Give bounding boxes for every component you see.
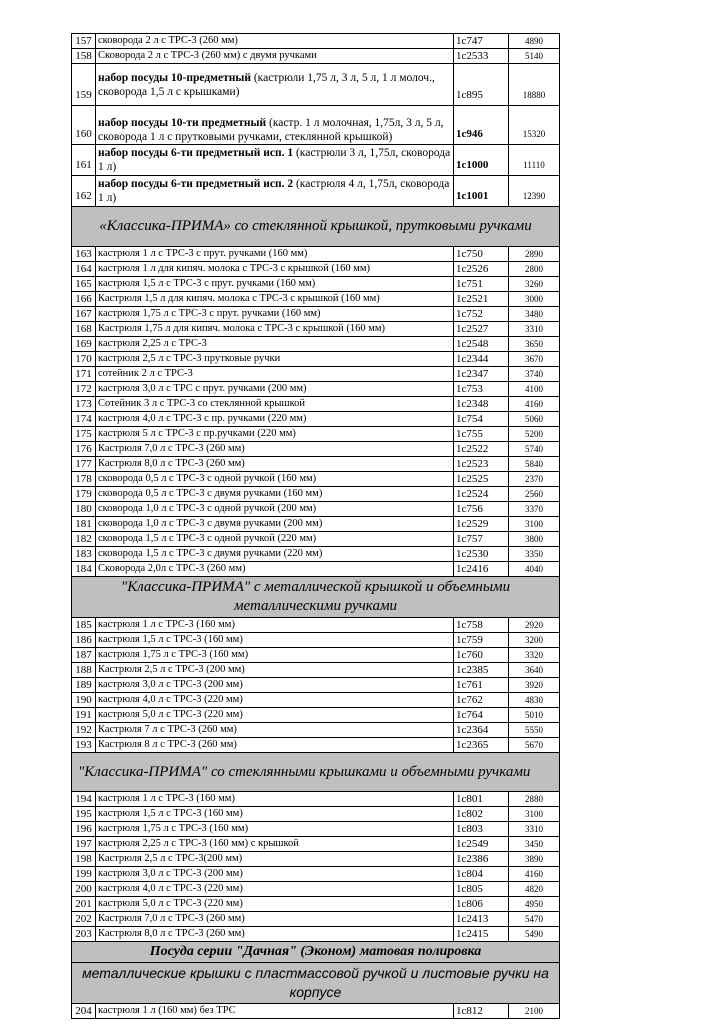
table-row — [72, 382, 560, 397]
table-row — [72, 927, 560, 942]
table-row — [72, 472, 560, 487]
section-title: Посуда серии "Дачная" (Эконом) матовая полировка — [72, 942, 560, 963]
table-row — [72, 457, 560, 472]
product-price: 3320 — [509, 648, 560, 663]
product-code: 1с2548 — [454, 337, 509, 352]
product-name: сковорода 1,5 л с ТРС-3 с двумя ручками (220 мм) — [96, 547, 454, 562]
product-code: 1с747 — [454, 34, 509, 49]
table-row — [72, 487, 560, 502]
product-price: 4830 — [509, 693, 560, 708]
product-name: Кастрюля 7 л с ТРС-3 (260 мм) — [96, 723, 454, 738]
product-code: 1с2530 — [454, 547, 509, 562]
product-name: сковорода 0,5 л с ТРС-3 с двумя ручками (160 мм) — [96, 487, 454, 502]
product-price: 5740 — [509, 442, 560, 457]
product-price: 2100 — [509, 1004, 560, 1019]
product-code: 1с756 — [454, 502, 509, 517]
row-number: 185 — [72, 618, 96, 633]
table-row — [72, 562, 560, 577]
row-number: 204 — [72, 1004, 96, 1019]
table-row — [72, 532, 560, 547]
product-price: 4950 — [509, 897, 560, 912]
product-name: сковорода 1,0 л с ТРС-3 с двумя ручками (200 мм) — [96, 517, 454, 532]
table-row — [72, 1004, 560, 1019]
product-code: 1с761 — [454, 678, 509, 693]
row-number: 196 — [72, 822, 96, 837]
product-name: кастрюля 1,5 л с ТРС-3 с прут. ручками (160 мм) — [96, 277, 454, 292]
row-number: 189 — [72, 678, 96, 693]
product-name: Кастрюля 7,0 л с ТРС-3 (260 мм) — [96, 442, 454, 457]
product-name: кастрюля 1 л с ТРС-3 (160 мм) — [96, 792, 454, 807]
product-code: 1с2348 — [454, 397, 509, 412]
product-code: 1с2344 — [454, 352, 509, 367]
product-code: 1с805 — [454, 882, 509, 897]
row-number: 171 — [72, 367, 96, 382]
row-number: 170 — [72, 352, 96, 367]
product-name: Кастрюля 1,75 л для кипяч. молока с ТРС-3 с крышкой (160 мм) — [96, 322, 454, 337]
table-row — [72, 352, 560, 367]
product-name: кастрюля 1,75 л с ТРС-3 с прут. ручками (160 мм) — [96, 307, 454, 322]
row-number: 174 — [72, 412, 96, 427]
product-price: 3000 — [509, 292, 560, 307]
product-name: кастрюля 5,0 л с ТРС-3 (220 мм) — [96, 708, 454, 723]
row-number: 194 — [72, 792, 96, 807]
row-number: 161 — [72, 145, 96, 176]
product-price: 18880 — [509, 64, 560, 106]
product-code: 1с2386 — [454, 852, 509, 867]
product-code: 1с754 — [454, 412, 509, 427]
table-row — [72, 852, 560, 867]
product-code: 1с752 — [454, 307, 509, 322]
set-description: (кастрюли 1,75 л, 3 л, 5 л, 1 л молоч., сковорода 1,5 л с крышками) — [98, 71, 435, 98]
product-name: кастрюля 4,0 л с ТРС-3 (220 мм) — [96, 882, 454, 897]
product-code: 1с2413 — [454, 912, 509, 927]
row-number: 180 — [72, 502, 96, 517]
table-row — [72, 106, 560, 145]
set-title: набор посуды 10-ти предметный — [98, 116, 267, 129]
table-row — [72, 322, 560, 337]
table-row — [72, 427, 560, 442]
product-code: 1с753 — [454, 382, 509, 397]
product-name: Кастрюля 2,5 л с ТРС-3(200 мм) — [96, 852, 454, 867]
table-row — [72, 792, 560, 807]
product-name: кастрюля 2,25 л с ТРС-3 — [96, 337, 454, 352]
row-number: 159 — [72, 64, 96, 106]
product-price: 5140 — [509, 49, 560, 64]
row-number: 201 — [72, 897, 96, 912]
table-row — [72, 412, 560, 427]
product-code: 1с2365 — [454, 738, 509, 753]
table-row — [72, 307, 560, 322]
table-row — [72, 693, 560, 708]
row-number: 160 — [72, 106, 96, 145]
product-code: 1с2549 — [454, 837, 509, 852]
product-price: 3100 — [509, 807, 560, 822]
product-name: сковорода 1,5 л с ТРС-3 с одной ручкой (220 мм) — [96, 532, 454, 547]
product-code: 1с760 — [454, 648, 509, 663]
product-price: 3890 — [509, 852, 560, 867]
product-code: 1с2525 — [454, 472, 509, 487]
product-price: 4160 — [509, 397, 560, 412]
row-number: 198 — [72, 852, 96, 867]
table-row — [72, 337, 560, 352]
product-price: 5840 — [509, 457, 560, 472]
product-price: 5470 — [509, 912, 560, 927]
product-name: кастрюля 1,75 л с ТРС-3 (160 мм) — [96, 822, 454, 837]
table-row — [72, 738, 560, 753]
product-price: 2880 — [509, 792, 560, 807]
set-description: (кастр. 1 л молочная, 1,75л, 3 л, 5 л, сковорода 1 л с прутковыми ручками, стеклянной крышкой) — [98, 116, 444, 143]
product-code: 1с2416 — [454, 562, 509, 577]
table-row — [72, 547, 560, 562]
product-code: 1с2521 — [454, 292, 509, 307]
product-name: Кастрюля 1,5 л для кипяч. молока с ТРС-3 с крышкой (160 мм) — [96, 292, 454, 307]
table-row — [72, 277, 560, 292]
product-price: 3640 — [509, 663, 560, 678]
product-name — [96, 106, 454, 145]
row-number: 164 — [72, 262, 96, 277]
row-number: 179 — [72, 487, 96, 502]
row-number: 192 — [72, 723, 96, 738]
table-row — [72, 912, 560, 927]
row-number: 184 — [72, 562, 96, 577]
table-row — [72, 517, 560, 532]
product-price: 4890 — [509, 34, 560, 49]
product-name: кастрюля 3,0 л с ТРС-3 (200 мм) — [96, 678, 454, 693]
product-name: кастрюля 5,0 л с ТРС-3 (220 мм) — [96, 897, 454, 912]
product-code: 1с757 — [454, 532, 509, 547]
table-row — [72, 618, 560, 633]
product-code: 1с2524 — [454, 487, 509, 502]
row-number: 173 — [72, 397, 96, 412]
section-header — [72, 963, 560, 1004]
product-code: 1с758 — [454, 618, 509, 633]
product-name: кастрюля 2,5 л с ТРС-3 прутковые ручки — [96, 352, 454, 367]
section-header — [72, 753, 560, 792]
row-number: 193 — [72, 738, 96, 753]
row-number: 191 — [72, 708, 96, 723]
table-row — [72, 723, 560, 738]
table-row — [72, 397, 560, 412]
price-list-sheet — [71, 33, 559, 1019]
product-code: 1с803 — [454, 822, 509, 837]
row-number: 162 — [72, 176, 96, 207]
product-name: кастрюля 1 л для кипяч. молока с ТРС-3 с крышкой (160 мм) — [96, 262, 454, 277]
product-name — [96, 176, 454, 207]
product-name: кастрюля 1 л (160 мм) без ТРС — [96, 1004, 454, 1019]
product-price: 3800 — [509, 532, 560, 547]
row-number: 168 — [72, 322, 96, 337]
product-code: 1с2526 — [454, 262, 509, 277]
product-name: кастрюля 5 л с ТРС-3 с пр.ручками (220 мм) — [96, 427, 454, 442]
product-price: 3480 — [509, 307, 560, 322]
product-code: 1с2364 — [454, 723, 509, 738]
product-price: 5060 — [509, 412, 560, 427]
table-row — [72, 49, 560, 64]
table-row — [72, 145, 560, 176]
row-number: 181 — [72, 517, 96, 532]
section-title: металлические крышки с пластмассовой ручкой и листовые ручки на корпусе — [72, 963, 560, 1004]
product-code: 1с806 — [454, 897, 509, 912]
product-code: 1с812 — [454, 1004, 509, 1019]
product-price: 2800 — [509, 262, 560, 277]
table-row — [72, 678, 560, 693]
table-row — [72, 292, 560, 307]
product-name: Кастрюля 8,0 л с ТРС-3 (260 мм) — [96, 927, 454, 942]
product-name: Кастрюля 8,0 л с ТРС-3 (260 мм) — [96, 457, 454, 472]
row-number: 167 — [72, 307, 96, 322]
table-row — [72, 882, 560, 897]
set-title: набор посуды 6-ти предметный исп. 2 — [98, 178, 294, 190]
product-name: Кастрюля 7,0 л с ТРС-3 (260 мм) — [96, 912, 454, 927]
section-header — [72, 207, 560, 247]
product-price: 4160 — [509, 867, 560, 882]
product-price: 5550 — [509, 723, 560, 738]
product-code: 1с2415 — [454, 927, 509, 942]
product-price: 5670 — [509, 738, 560, 753]
product-price: 3370 — [509, 502, 560, 517]
product-price: 5010 — [509, 708, 560, 723]
row-number: 202 — [72, 912, 96, 927]
table-row — [72, 867, 560, 882]
product-price: 12390 — [509, 176, 560, 207]
section-title: "Классика-ПРИМА" со стеклянными крышками и объемными ручками — [72, 753, 560, 792]
product-name: сковорода 1,0 л с ТРС-3 с одной ручкой (200 мм) — [96, 502, 454, 517]
table-row — [72, 807, 560, 822]
product-price: 2560 — [509, 487, 560, 502]
product-code: 1с2529 — [454, 517, 509, 532]
product-name: кастрюля 4,0 л с ТРС-3 с пр. ручками (220 мм) — [96, 412, 454, 427]
product-name: кастрюля 4,0 л с ТРС-3 (220 мм) — [96, 693, 454, 708]
product-name: сковорода 2 л с ТРС-3 (260 мм) — [96, 34, 454, 49]
product-code: 1с762 — [454, 693, 509, 708]
table-row — [72, 708, 560, 723]
product-name: кастрюля 1,5 л с ТРС-3 (160 мм) — [96, 807, 454, 822]
row-number: 172 — [72, 382, 96, 397]
section-title: "Классика-ПРИМА" с металлической крышкой и объемными металлическими ручками — [72, 577, 560, 618]
product-price: 3310 — [509, 822, 560, 837]
product-price: 3920 — [509, 678, 560, 693]
row-number: 203 — [72, 927, 96, 942]
product-name: Сковорода 2,0л с ТРС-3 (260 мм) — [96, 562, 454, 577]
section-header — [72, 577, 560, 618]
table-row — [72, 502, 560, 517]
row-number: 183 — [72, 547, 96, 562]
price-table-body — [72, 34, 560, 1019]
table-row — [72, 367, 560, 382]
table-row — [72, 64, 560, 106]
product-price: 3260 — [509, 277, 560, 292]
product-code: 1с755 — [454, 427, 509, 442]
set-title: набор посуды 6-ти предметный исп. 1 — [98, 147, 294, 159]
product-price: 3200 — [509, 633, 560, 648]
table-row — [72, 633, 560, 648]
product-name: Кастрюля 8 л с ТРС-3 (260 мм) — [96, 738, 454, 753]
table-row — [72, 897, 560, 912]
product-code: 1с2347 — [454, 367, 509, 382]
product-price: 3310 — [509, 322, 560, 337]
table-row — [72, 442, 560, 457]
row-number: 157 — [72, 34, 96, 49]
product-price: 3740 — [509, 367, 560, 382]
product-name: кастрюля 1 л с ТРС-3 (160 мм) — [96, 618, 454, 633]
product-code: 1с2523 — [454, 457, 509, 472]
product-price: 2920 — [509, 618, 560, 633]
row-number: 195 — [72, 807, 96, 822]
product-code: 1с751 — [454, 277, 509, 292]
row-number: 197 — [72, 837, 96, 852]
product-name: Сковорода 2 л с ТРС-3 (260 мм) с двумя ручками — [96, 49, 454, 64]
product-price: 11110 — [509, 145, 560, 176]
product-price: 4100 — [509, 382, 560, 397]
row-number: 190 — [72, 693, 96, 708]
product-price: 4040 — [509, 562, 560, 577]
product-price: 5200 — [509, 427, 560, 442]
product-code: 1с946 — [454, 106, 509, 145]
product-name — [96, 64, 454, 106]
set-description: (кастрюли 3 л, 1,75л, сковорода 1 л) — [98, 147, 451, 173]
product-price: 15320 — [509, 106, 560, 145]
product-price: 3100 — [509, 517, 560, 532]
row-number: 186 — [72, 633, 96, 648]
product-code: 1с764 — [454, 708, 509, 723]
row-number: 187 — [72, 648, 96, 663]
product-code: 1с759 — [454, 633, 509, 648]
row-number: 182 — [72, 532, 96, 547]
row-number: 175 — [72, 427, 96, 442]
product-code: 1с2533 — [454, 49, 509, 64]
product-code: 1с1001 — [454, 176, 509, 207]
product-name: кастрюля 1 л с ТРС-3 с прут. ручками (160 мм) — [96, 247, 454, 262]
section-header — [72, 942, 560, 963]
product-name: Сотейник 3 л с ТРС-3 со стеклянной крышкой — [96, 397, 454, 412]
row-number: 199 — [72, 867, 96, 882]
product-price: 4820 — [509, 882, 560, 897]
row-number: 166 — [72, 292, 96, 307]
table-row — [72, 262, 560, 277]
product-code: 1с804 — [454, 867, 509, 882]
product-price: 3650 — [509, 337, 560, 352]
product-price: 3450 — [509, 837, 560, 852]
table-row — [72, 663, 560, 678]
product-name: кастрюля 3,0 л с ТРС-3 (200 мм) — [96, 867, 454, 882]
product-price: 3670 — [509, 352, 560, 367]
product-name — [96, 145, 454, 176]
product-code: 1с802 — [454, 807, 509, 822]
row-number: 177 — [72, 457, 96, 472]
table-row — [72, 176, 560, 207]
product-code: 1с2522 — [454, 442, 509, 457]
product-name: кастрюля 1,75 л с ТРС-3 (160 мм) — [96, 648, 454, 663]
row-number: 165 — [72, 277, 96, 292]
product-price: 2370 — [509, 472, 560, 487]
row-number: 158 — [72, 49, 96, 64]
row-number: 169 — [72, 337, 96, 352]
row-number: 188 — [72, 663, 96, 678]
table-row — [72, 837, 560, 852]
product-code: 1с895 — [454, 64, 509, 106]
product-name: кастрюля 1,5 л с ТРС-3 (160 мм) — [96, 633, 454, 648]
product-price: 2890 — [509, 247, 560, 262]
product-code: 1с750 — [454, 247, 509, 262]
price-table — [71, 33, 560, 1019]
row-number: 178 — [72, 472, 96, 487]
product-name: Кастрюля 2,5 л с ТРС-3 (200 мм) — [96, 663, 454, 678]
product-code: 1с2385 — [454, 663, 509, 678]
product-name: кастрюля 3,0 л с ТРС с прут. ручками (200 мм) — [96, 382, 454, 397]
product-name: кастрюля 2,25 л с ТРС-3 (160 мм) с крышкой — [96, 837, 454, 852]
table-row — [72, 247, 560, 262]
table-row — [72, 648, 560, 663]
product-code: 1с801 — [454, 792, 509, 807]
product-price: 3350 — [509, 547, 560, 562]
row-number: 200 — [72, 882, 96, 897]
product-code: 1с2527 — [454, 322, 509, 337]
row-number: 176 — [72, 442, 96, 457]
set-title: набор посуды 10-предметный — [98, 71, 251, 84]
set-description: (кастрюля 4 л, 1,75л, сковорода 1 л) — [98, 178, 450, 204]
product-price: 5490 — [509, 927, 560, 942]
table-row — [72, 34, 560, 49]
table-row — [72, 822, 560, 837]
row-number: 163 — [72, 247, 96, 262]
section-title: «Классика-ПРИМА» со стеклянной крышкой, прутковыми ручками — [72, 207, 560, 247]
product-name: сотейник 2 л с ТРС-3 — [96, 367, 454, 382]
product-code: 1с1000 — [454, 145, 509, 176]
product-name: сковорода 0,5 л с ТРС-3 с одной ручкой (160 мм) — [96, 472, 454, 487]
